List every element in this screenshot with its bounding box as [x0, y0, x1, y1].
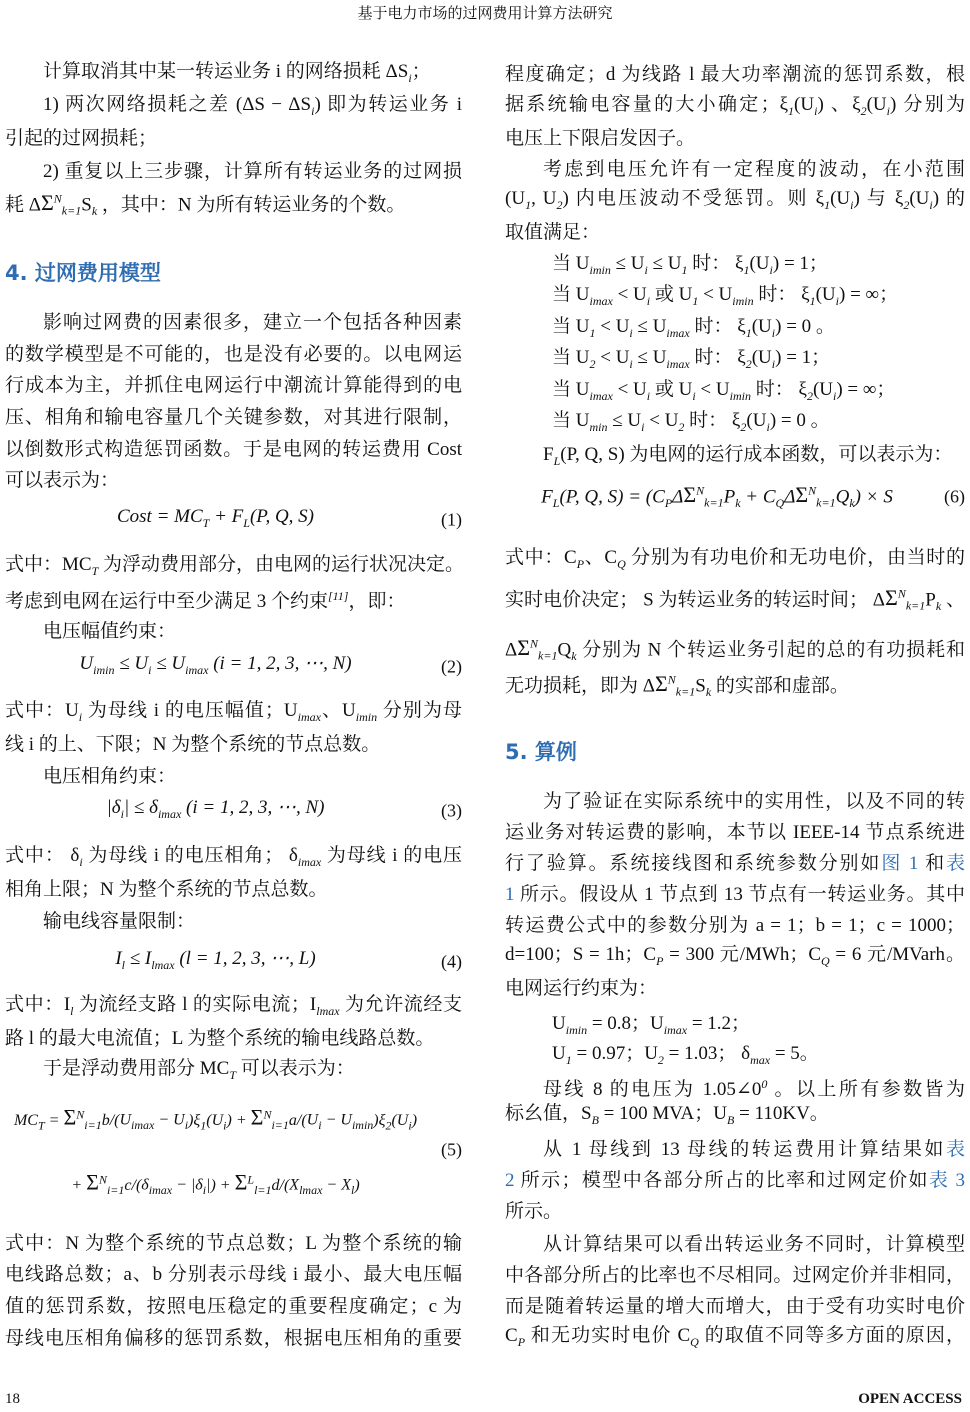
subscript: imax	[663, 1022, 688, 1037]
fraction-numerator: d	[271, 1177, 280, 1195]
condition-line: 当 $U_2 < U_i \le U_{imax}$ 时： $\xi_2(U_i) = 1$；	[552, 347, 831, 371]
superscript: 0	[761, 1076, 768, 1091]
summation	[40, 190, 82, 219]
subscript: 1	[692, 293, 699, 308]
sum-lower-limit: k=1	[61, 204, 82, 219]
text-line: $C_P$ 和无功实时电价 $C_Q$ 的取值不同等多方面的原因，	[505, 1325, 965, 1349]
cross-reference-link[interactable]: 1	[505, 884, 515, 905]
subscript: i	[408, 1118, 412, 1133]
subscript: i	[886, 103, 891, 118]
running-header: 基于电力市场的过网费用计算方法研究	[357, 6, 613, 22]
superscript: [11]	[328, 588, 349, 603]
text-line: 电线路总数；a、b 分别表示母线 i 最小、最大电压幅	[5, 1264, 462, 1285]
text-line: 式中：$MC_T$ 为浮动费用部分，由电网的运行状况决定。	[5, 554, 465, 578]
sigma-symbol: Σ	[795, 482, 809, 508]
condition-line: 当 $U_{imax} < U_i$ 或 $U_1 < U_{imin}$ 时： $\xi_1(U_i)$ = ∞；	[552, 284, 899, 308]
subscript: 1	[745, 325, 752, 340]
subscript: i	[814, 103, 818, 118]
text-line: 以倒数形式构造惩罚函数。于是电网的转运费用 Cost	[5, 439, 462, 460]
equation-line: $|\delta_i| \le \delta_{imax}$ (i = 1, 2, 3, ⋯, N)	[106, 797, 325, 821]
sigma-symbol: Σ	[86, 1170, 99, 1196]
sum-upper-limit: N	[667, 672, 676, 687]
text-line: 从 1 母线到 13 母线的转运费用计算结果如表	[543, 1139, 965, 1160]
sigma-symbol: Σ	[654, 671, 668, 697]
fraction: $b/(U_{imax} - U_i)$	[101, 1112, 194, 1133]
subscript: i	[148, 662, 152, 677]
section-heading: 4. 过网费用模型	[5, 261, 161, 285]
text-line: 行成本为主，并抓住电网运行中潮流计算能得到的电	[5, 375, 462, 396]
page-number: 18	[5, 1391, 20, 1407]
subscript: imax	[157, 806, 182, 821]
equation-number: (1)	[441, 509, 462, 530]
sigma-symbol: Σ	[683, 482, 697, 508]
subscript: imax	[297, 709, 321, 724]
subscript: i	[833, 388, 837, 403]
text-line: 可以表示为：	[5, 470, 120, 491]
equation-line: + $\Sigma^N_{i=1}c/(\delta_{imax} - |\delta_i|) + \Sigma^L_{l=1}d/(X_{lmax} - X_l)$	[71, 1170, 360, 1198]
equation-number: (5)	[441, 1139, 462, 1160]
text-line: 考虑到电网在运行中至少满足 3 个约束[11]，即：	[5, 588, 406, 613]
text-line: 行了验算。系统接线图和系统参数分别如图 1 和表	[505, 853, 965, 874]
sigma-symbol: Σ	[250, 1105, 264, 1131]
subscript: 1	[525, 197, 532, 212]
subscript: 1	[824, 197, 831, 212]
subscript: 1	[565, 1052, 572, 1067]
sum-lower-limit: i=1	[84, 1118, 102, 1133]
subscript: i	[771, 325, 776, 340]
text-line: 标幺值，$S_B = 100$ MVA；$U_B = 110KV$。	[505, 1103, 829, 1127]
subscript: i	[646, 388, 651, 403]
text-line: 而是随着转运量的增大而增大，由于受有功实时电价	[505, 1296, 965, 1317]
text-line: d=100；S = 1h；$C_P = 300$ 元/MWh；$C_Q = 6$ 元/MVarh。	[505, 944, 966, 968]
text-line: 电压幅值约束：	[43, 621, 177, 642]
sum-lower-limit: k=1	[675, 685, 696, 700]
subscript: imin	[732, 293, 754, 308]
fraction-denominator: $\delta_{imax} - |\delta_i|$	[141, 1177, 211, 1198]
text-line: 1) 两次网络损耗之差 $(\Delta S - \Delta S_i)$ 即为转运业务 i	[43, 94, 462, 118]
sum-lower-limit: k=1	[816, 496, 836, 511]
subscript: Q	[690, 1334, 699, 1349]
subscript: Q	[821, 953, 830, 968]
equation-line: $U_{imin} \le U_i \le U_{imax}$ (i = 1, 2, 3, ⋯, N)	[79, 653, 352, 677]
subscript: imax	[666, 325, 690, 340]
summation	[885, 585, 926, 614]
subscript: imax	[297, 854, 322, 869]
cross-reference-link[interactable]: 表 3	[928, 1170, 965, 1191]
subscript: 1	[200, 1118, 207, 1133]
subscript: T	[229, 1067, 237, 1082]
subscript: 1	[809, 293, 816, 308]
subscript: 2	[556, 197, 563, 212]
fraction-denominator: $U_i - U_{imin}$	[306, 1112, 374, 1133]
equation-line: $F_L(P$, Q, $S) = (C_P\Delta\Sigma^N_{k=1}P_k + C_Q\Delta\Sigma^N_{k=1}Q_k) \times S$	[541, 482, 893, 511]
text-line: 2 所示；模型中各部分所占的比率和过网定价如表 3	[505, 1170, 965, 1191]
subscript: imin	[355, 709, 378, 724]
subscript: i	[766, 419, 770, 434]
text-line: 线 i 的上、下限；N 为整个系统的节点总数。	[5, 734, 381, 755]
sum-upper-limit: N	[808, 483, 817, 498]
sum-upper-limit: L	[247, 1172, 255, 1187]
text-line: 电压相角约束：	[43, 766, 177, 787]
subscript: imax	[589, 388, 613, 403]
text-line: 引起的过网损耗；	[5, 128, 158, 149]
text-line: 从计算结果可以看出转运业务不同时，计算模型	[543, 1234, 965, 1255]
subscript: T	[202, 515, 210, 530]
subscript: k	[705, 685, 712, 700]
subscript: k	[735, 496, 741, 511]
subscript: 2	[657, 1052, 664, 1067]
subscript: i	[692, 388, 696, 403]
subscript: imax	[666, 356, 690, 371]
subscript: i	[644, 262, 648, 277]
condition-line: 当 $U_{min} \le U_i < U_2$ 时： $\xi_2(U_i) = 0$ 。	[552, 410, 830, 434]
subscript: 1	[589, 325, 596, 340]
text-line: 中各部分所占的比率也不尽相同。过网定价并非相同，	[505, 1265, 965, 1286]
subscript: 1	[788, 103, 795, 118]
text-line: ($U_1$, $U_2$) 内电压波动不受惩罚。则 $\xi_1(U_i)$ 与 $\xi_2(U_i)$ 的	[505, 188, 965, 212]
sum-lower-limit: k=1	[704, 496, 724, 511]
text-line: 所示。	[505, 1201, 563, 1222]
fraction-denominator: $X_{lmax} - X_l$	[289, 1177, 355, 1198]
sigma-symbol: Σ	[40, 190, 54, 216]
condition-line: $U_1 = 0.97$；$U_2 = 1.03$； $\delta_{max} = 5$。	[552, 1043, 819, 1067]
text-line: 考虑到电压允许有一定程度的波动，在小范围	[543, 159, 965, 180]
text-line: 式中：$U_i$ 为母线 i 的电压幅值；$U_{imax}$、$U_{imin}$ 分别为母	[5, 700, 462, 724]
subscript: i	[311, 103, 315, 118]
subscript: i	[202, 1183, 207, 1198]
subscript: i	[408, 70, 412, 85]
text-line: 输电线容量限制：	[43, 911, 196, 932]
text-line: $F_L(P$, Q, S) 为电网的运行成本函数，可以表示为：	[543, 444, 953, 468]
subscript: P	[517, 1334, 526, 1349]
text-line: 1 所示。假设从 1 节点到 13 节点有一转运业务。其中	[505, 884, 965, 905]
fraction: $c/(\delta_{imax} - |\delta_i|)$	[124, 1177, 216, 1198]
summation	[86, 1170, 125, 1198]
text-line: 母线 8 的电压为 $1.05\angle 0^0$ 。以上所有参数皆为	[543, 1076, 965, 1101]
open-access-label: OPEN ACCESS	[858, 1391, 962, 1407]
fraction: $a/(U_i - U_{imin})$	[288, 1112, 379, 1133]
text-line: 路 l 的最大电流值；L 为整个系统的输电线路总数。	[5, 1028, 435, 1049]
sigma-symbol: Σ	[517, 635, 531, 661]
subscript: i	[771, 356, 776, 371]
subscript: i	[184, 1118, 189, 1133]
sum-upper-limit: N	[98, 1172, 107, 1187]
sum-lower-limit: i=1	[271, 1118, 289, 1133]
subscript: 2	[740, 419, 747, 434]
equation-number: (6)	[944, 486, 965, 507]
sigma-symbol: Σ	[234, 1170, 248, 1196]
subscript: i	[769, 262, 773, 277]
text-line: 压、相角和输电容量几个关键参数，对其进行限制，	[5, 407, 462, 428]
text-line: 转运费公式中的参数分别为 a = 1；b = 1；c = 1000；	[505, 915, 965, 936]
subscript: k	[935, 599, 942, 614]
subscript: i	[79, 854, 83, 869]
text-line: 于是浮动费用部分 $MC_T$ 可以表示为：	[43, 1058, 355, 1082]
equation-number: (3)	[441, 800, 462, 821]
subscript: i	[835, 293, 839, 308]
subscript: i	[120, 806, 124, 821]
sigma-symbol: Σ	[885, 585, 898, 611]
sum-upper-limit: N	[53, 191, 62, 206]
cross-reference-link[interactable]: 表	[945, 1139, 965, 1160]
subscript: imax	[148, 1183, 173, 1198]
text-line: 2) 重复以上三步骤，计算所有转运业务的过网损	[43, 161, 462, 182]
fraction-denominator: $U_{imax} - U_i$	[119, 1112, 189, 1133]
subscript: imin	[589, 262, 611, 277]
subscript: min	[589, 419, 608, 434]
subscript: T	[37, 1118, 45, 1133]
subscript: 2	[903, 197, 910, 212]
text-line: 母线电压相角偏移的惩罚系数，根据电压相角的重要	[5, 1328, 462, 1349]
fraction-numerator: a	[288, 1112, 297, 1130]
fraction: $d/(X_{lmax} - X_l)$	[271, 1177, 360, 1198]
summation	[517, 635, 558, 664]
subscript: imin	[93, 662, 115, 677]
text-line: 电压上下限启发因子。	[505, 128, 696, 149]
text-line: 式中：N 为整个系统的节点总数；L 为整个系统的输	[5, 1233, 462, 1254]
section-heading: 5. 算例	[505, 740, 577, 764]
sum-upper-limit: N	[263, 1107, 272, 1122]
summation	[234, 1170, 272, 1198]
subscript: 2	[678, 419, 685, 434]
subscript: 2	[589, 356, 596, 371]
subscript: k	[571, 649, 577, 664]
subscript: i	[646, 293, 651, 308]
subscript: l	[350, 1183, 355, 1198]
summation	[63, 1105, 102, 1133]
text-line: 的数学模型是不可能的，也是没有必要的。以电网运	[5, 344, 462, 365]
text-line: 式中：$C_P$、$C_Q$ 分别为有功电价和无功电价，由当时的	[505, 547, 965, 571]
subscript: l	[70, 1003, 74, 1018]
fraction-numerator: c	[124, 1177, 132, 1195]
text-line: $\Delta\Sigma^N_{k=1}Q_k$ 分别为 N 个转运业务引起的总的有功损耗和	[505, 635, 965, 664]
sum-upper-limit: N	[530, 636, 539, 651]
right-column	[505, 0, 965, 1412]
subscript: P	[664, 496, 673, 511]
equation-line: Cost = $MC_T + F_L(P$, Q, S)	[116, 506, 315, 530]
subscript: imin	[729, 388, 751, 403]
subscript: l	[121, 957, 125, 972]
subscript: B	[727, 1112, 735, 1127]
text-line: 据系统输电容量的大小确定；$\xi_1(U_i)$ 、$\xi_2(U_i)$ 分别为	[505, 94, 965, 118]
text-line: 影响过网费的因素很多，建立一个包括各种因素	[43, 312, 462, 333]
condition-line: $U_{imin} = 0.8$；$U_{imax} = 1.2$；	[552, 1013, 751, 1037]
condition-line: 当 $U_{imax} < U_i$ 或 $U_i < U_{imin}$ 时： $\xi_2(U_i)$ = ∞；	[552, 379, 896, 403]
subscript: L	[553, 453, 561, 468]
subscript: 2	[385, 1118, 392, 1133]
text-line: 式中：$I_l$ 为流经支路 l 的实际电流；$I_{lmax}$ 为允许流经支	[5, 994, 462, 1018]
subscript: lmax	[151, 957, 175, 972]
subscript: i	[641, 419, 645, 434]
text-line: 计算取消其中某一转运业务 i 的网络损耗 $\Delta S_i$；	[43, 61, 431, 85]
sum-upper-limit: N	[897, 586, 906, 601]
subscript: k	[91, 204, 98, 219]
sum-upper-limit: N	[76, 1107, 85, 1122]
condition-line: 当 $U_1 < U_i \le U_{imax}$ 时： $\xi_1(U_i) = 0$ 。	[552, 316, 835, 340]
subscript: P	[656, 953, 664, 968]
subscript: 2	[806, 388, 813, 403]
cross-reference-link[interactable]: 2	[505, 1170, 515, 1191]
text-line: 运业务对转运费的影响，本节以 IEEE-14 节点系统进	[505, 822, 965, 843]
equation-number: (4)	[441, 951, 462, 972]
subscript: imax	[131, 1118, 155, 1133]
summation	[250, 1105, 289, 1133]
cross-reference-link[interactable]: 图 1	[881, 853, 919, 874]
subscript: 1	[743, 262, 750, 277]
subscript: L	[243, 515, 250, 530]
subscript: i	[629, 356, 633, 371]
text-line: 为了验证在实际系统中的实用性，以及不同的转	[543, 791, 965, 812]
subscript: imax	[589, 293, 613, 308]
subscript: i	[223, 1118, 227, 1133]
text-line: 相角上限；N 为整个系统的节点总数。	[5, 879, 328, 900]
subscript: Q	[617, 556, 626, 571]
text-line: 无功损耗，即为 $\Delta\Sigma^N_{k=1}S_k$ 的实部和虚部。	[505, 671, 849, 700]
subscript: i	[318, 1118, 322, 1133]
subscript: Q	[775, 496, 785, 511]
subscript: imin	[565, 1022, 588, 1037]
subscript: imax	[185, 662, 209, 677]
text-line: 式中： $\delta_i$ 为母线 i 的电压相角； $\delta_{imax}$ 为母线 i 的电压	[5, 845, 463, 869]
subscript: L	[552, 496, 560, 511]
subscript: 2	[860, 103, 867, 118]
condition-line: 当 $U_{imin} \le U_i \le U_1$ 时： $\xi_1(U_i) = 1$；	[552, 253, 828, 277]
subscript: P	[576, 556, 585, 571]
subscript: 2	[745, 356, 752, 371]
summation	[654, 671, 696, 700]
sum-lower-limit: l=1	[254, 1183, 272, 1198]
equation-line: $MC_T = \Sigma^N_{i=1}b/(U_{imax} - U_i)\xi_1(U_i) + \Sigma^N_{i=1}a/(U_i - U_{imin})\xi_2(U_i)$	[13, 1105, 418, 1133]
text-line: 值的惩罚系数，按照电压稳定的重要程度确定；c 为	[5, 1296, 462, 1317]
sum-lower-limit: k=1	[538, 649, 558, 664]
subscript: i	[929, 197, 933, 212]
subscript: lmax	[299, 1183, 323, 1198]
text-line: 程度确定；d 为线路 l 最大功率潮流的惩罚系数，根	[505, 64, 965, 85]
summation	[683, 482, 724, 511]
left-column	[5, 0, 465, 1412]
equation-number: (2)	[441, 656, 462, 677]
subscript: imin	[351, 1118, 374, 1133]
subscript: k	[849, 496, 855, 511]
text-line: 实时电价决定； S 为转运业务的转运时间； $\Delta\Sigma^N_{k=1}P_k$ 、	[505, 585, 965, 614]
subscript: B	[591, 1112, 599, 1127]
subscript: i	[850, 197, 854, 212]
text-line: 电网运行约束为：	[505, 978, 658, 999]
subscript: i	[78, 709, 83, 724]
text-line: 取值满足：	[505, 222, 601, 243]
subscript: T	[91, 563, 99, 578]
subscript: lmax	[316, 1003, 340, 1018]
sum-upper-limit: N	[696, 483, 705, 498]
subscript: 1	[681, 262, 688, 277]
subscript: max	[750, 1052, 771, 1067]
subscript: i	[629, 325, 633, 340]
sigma-symbol: Σ	[63, 1105, 77, 1131]
sum-lower-limit: k=1	[905, 599, 926, 614]
text-line: 耗 $\Delta\Sigma^N_{k=1}S_k$ ，其中：N 为所有转运业务的个数。	[5, 190, 406, 219]
equation-line: $I_l \le I_{lmax}$ (l = 1, 2, 3, ⋯, L)	[115, 948, 316, 972]
fraction-numerator: b	[101, 1112, 110, 1130]
sum-lower-limit: i=1	[106, 1183, 125, 1198]
summation	[795, 482, 836, 511]
cross-reference-link[interactable]: 表	[945, 853, 965, 874]
